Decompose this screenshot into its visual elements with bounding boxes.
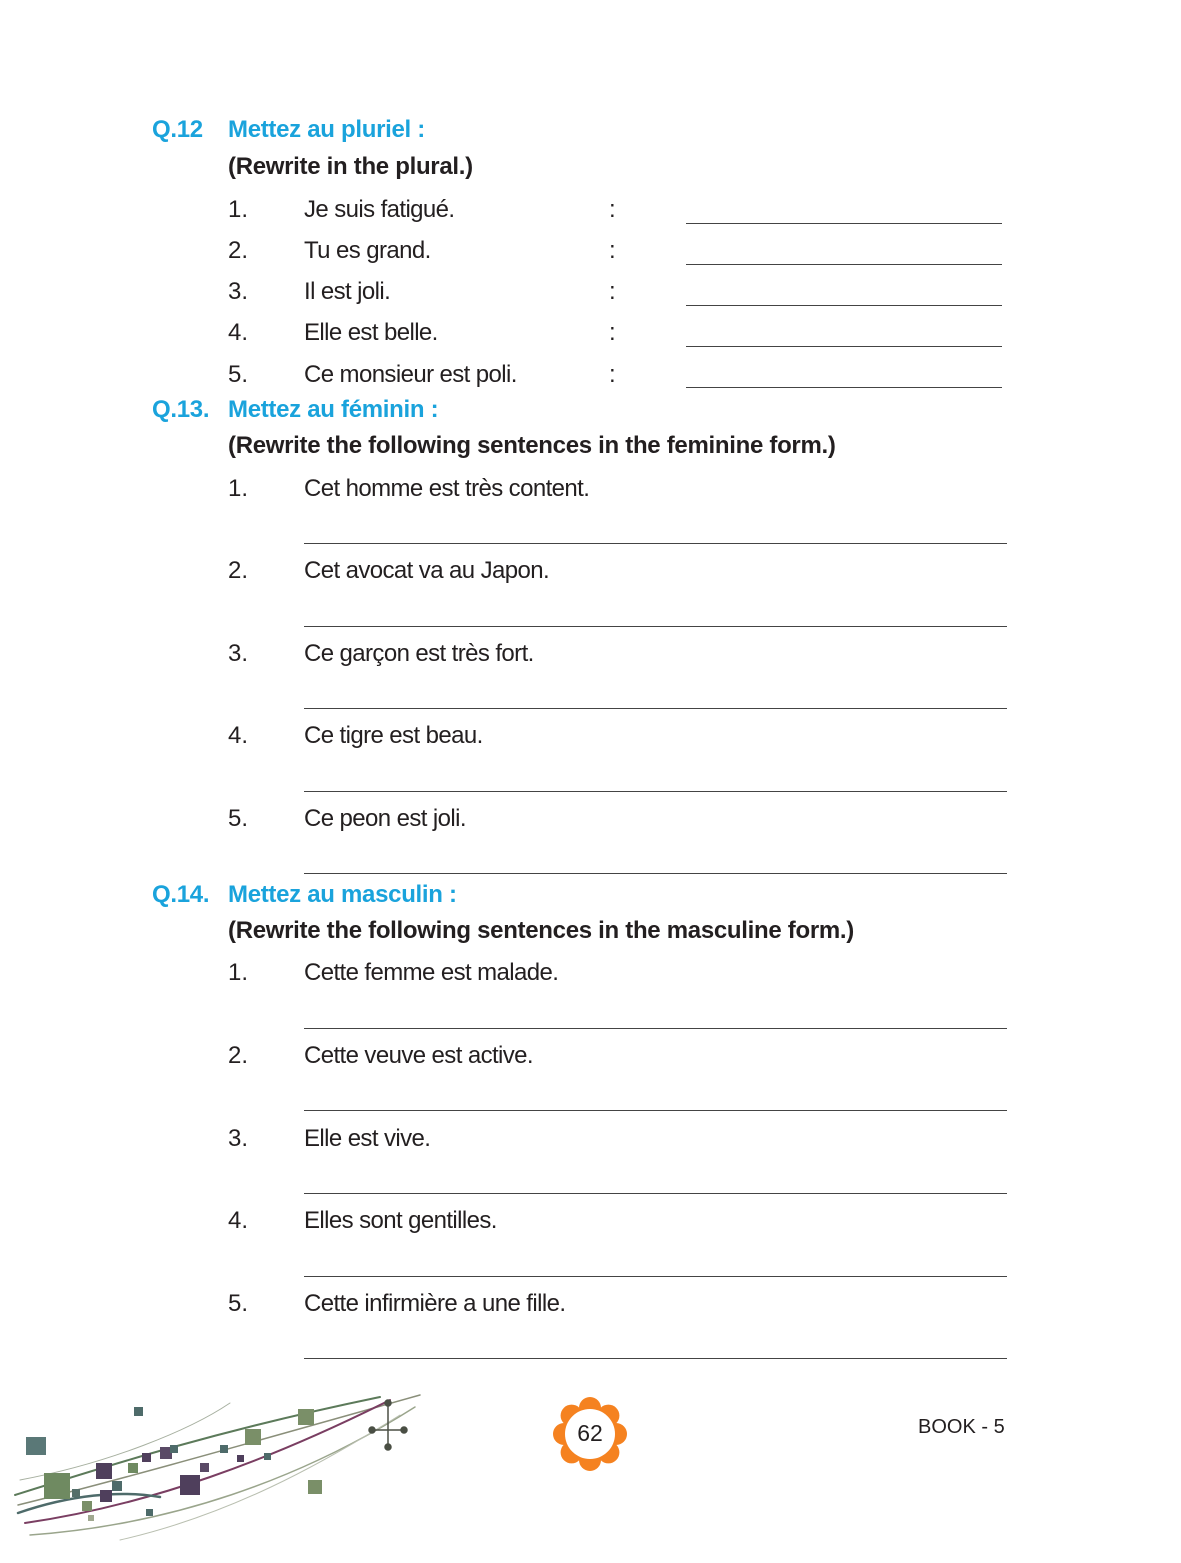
q12-heading xyxy=(152,116,425,144)
q13-item-3-text: Ce garçon est très fort. xyxy=(304,640,534,667)
q12-item-5-answer-line[interactable] xyxy=(686,387,1002,388)
q13-item-2-number: 2. xyxy=(228,557,249,584)
q14-item-5-number: 5. xyxy=(228,1290,249,1317)
q14-item-2-answer-line[interactable] xyxy=(304,1110,1007,1111)
q14-item-4-answer-line[interactable] xyxy=(304,1276,1007,1277)
page-number: 62 xyxy=(577,1420,603,1446)
q14-number: Q.14. xyxy=(152,881,210,908)
q14-item-5-text: Cette infirmière a une fille. xyxy=(304,1290,566,1317)
q13-item-3-number: 3. xyxy=(228,640,249,667)
q12-item-4-text: Elle est belle. xyxy=(304,319,438,346)
q13-item-4-answer-line[interactable] xyxy=(304,791,1007,792)
q14-item-1-answer-line[interactable] xyxy=(304,1028,1007,1029)
q14-item-2-text: Cette veuve est active. xyxy=(304,1042,533,1069)
q14-item-2-number: 2. xyxy=(228,1042,249,1069)
q12-item-5-colon: : xyxy=(609,361,616,388)
q12-item-1-answer-line[interactable] xyxy=(686,223,1002,224)
book-label: BOOK - 5 xyxy=(918,1416,1005,1438)
q12-number: Q.12 xyxy=(152,116,203,143)
q13-item-5-number: 5. xyxy=(228,805,249,832)
q12-item-5-text: Ce monsieur est poli. xyxy=(304,361,517,388)
q13-item-4-text: Ce tigre est beau. xyxy=(304,722,483,749)
q14-item-1-text: Cette femme est malade. xyxy=(304,959,559,986)
q13-item-2-answer-line[interactable] xyxy=(304,626,1007,627)
q12-item-3-colon: : xyxy=(609,278,616,305)
q13-item-1-number: 1. xyxy=(228,475,249,502)
q12-item-3-answer-line[interactable] xyxy=(686,305,1002,306)
q14-item-1-number: 1. xyxy=(228,959,249,986)
q13-item-3-answer-line[interactable] xyxy=(304,708,1007,709)
q12-item-1-text: Je suis fatigué. xyxy=(304,196,455,223)
q14-item-3-text: Elle est vive. xyxy=(304,1125,431,1152)
q13-subtitle: (Rewrite the following sentences in the feminine form.) xyxy=(228,432,836,459)
q12-item-2-answer-line[interactable] xyxy=(686,264,1002,265)
q14-title: Mettez au masculin : xyxy=(228,881,457,908)
q13-item-5-text: Ce peon est joli. xyxy=(304,805,466,832)
q13-heading xyxy=(152,396,438,424)
q12-item-3-text: Il est joli. xyxy=(304,278,391,305)
q14-item-4-number: 4. xyxy=(228,1207,249,1234)
q12-item-4-number: 4. xyxy=(228,319,249,346)
q13-item-1-text: Cet homme est très content. xyxy=(304,475,590,502)
q14-subtitle: (Rewrite the following sentences in the masculine form.) xyxy=(228,917,854,944)
q12-item-1-number: 1. xyxy=(228,196,249,223)
q12-item-2-text: Tu es grand. xyxy=(304,237,431,264)
q14-item-3-answer-line[interactable] xyxy=(304,1193,1007,1194)
q14-item-5-answer-line[interactable] xyxy=(304,1358,1007,1359)
q14-item-3-number: 3. xyxy=(228,1125,249,1152)
q13-item-5-answer-line[interactable] xyxy=(304,873,1007,874)
q13-item-1-answer-line[interactable] xyxy=(304,543,1007,544)
q14-item-4-text: Elles sont gentilles. xyxy=(304,1207,497,1234)
footer-decoration xyxy=(0,1385,430,1545)
q12-item-2-number: 2. xyxy=(228,237,249,264)
q12-item-4-colon: : xyxy=(609,319,616,346)
q13-title: Mettez au féminin : xyxy=(228,396,439,423)
q13-item-2-text: Cet avocat va au Japon. xyxy=(304,557,550,584)
q12-subtitle: (Rewrite in the plural.) xyxy=(228,153,473,180)
q12-item-2-colon: : xyxy=(609,237,616,264)
q12-item-5-number: 5. xyxy=(228,361,249,388)
q13-number: Q.13. xyxy=(152,396,210,423)
q12-item-4-answer-line[interactable] xyxy=(686,346,1002,347)
q12-item-1-colon: : xyxy=(609,196,616,223)
q12-title: Mettez au pluriel : xyxy=(228,116,425,143)
q14-heading xyxy=(152,881,457,909)
q12-item-3-number: 3. xyxy=(228,278,249,305)
q13-item-4-number: 4. xyxy=(228,722,249,749)
